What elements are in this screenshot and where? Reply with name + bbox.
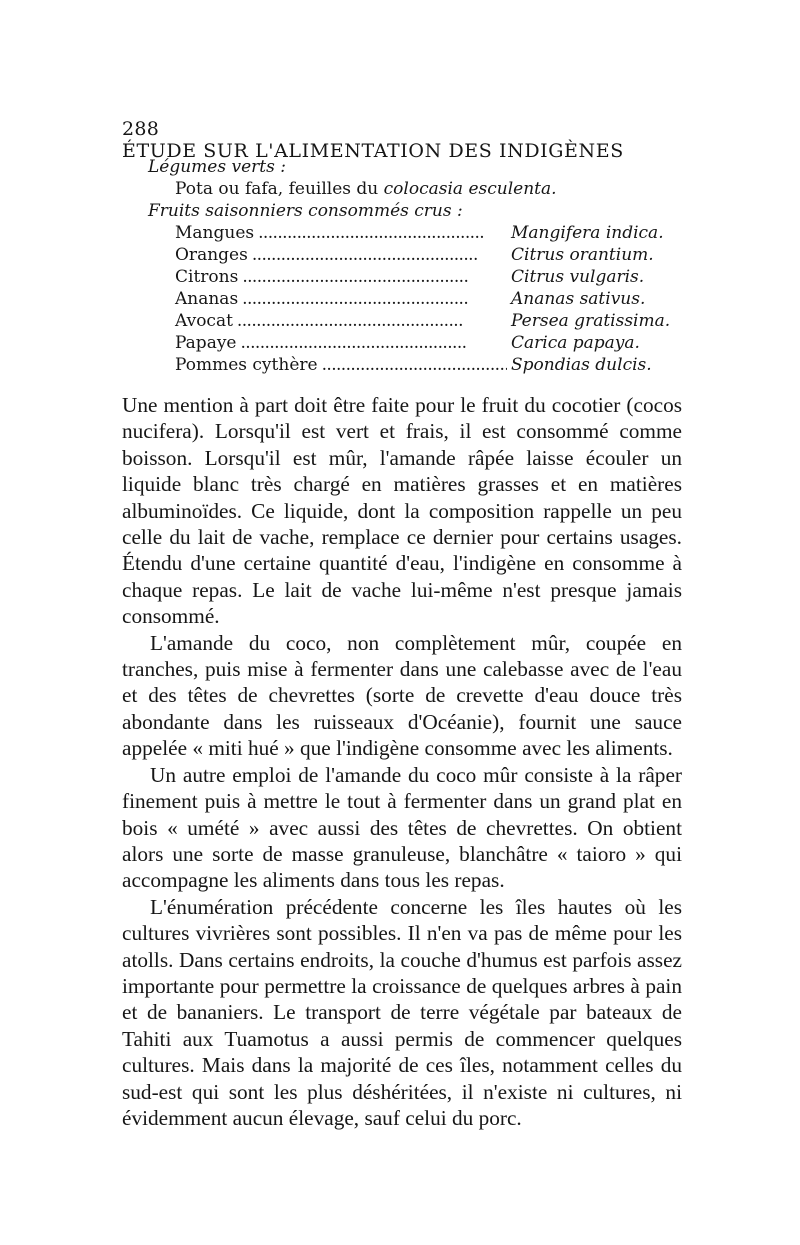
legumes-item-text: Pota ou fafa, feuilles du [175,179,379,199]
body-text [122,392,682,1131]
fruit-row [175,310,689,332]
fruit-row [175,222,689,244]
paragraph: Un autre emploi de l'amande du coco mûr consiste à la râper finement puis à mettre le tout à fermenter dans un grand plat en bois « umété » avec aussi des têtes de chevrettes. On obtient alors une sorte de masse granuleuse, blanchâtre « taioro » qui accompagne les aliments dans tous les repas. [122,762,682,893]
paragraph: L'amande du coco, non complètement mûr, coupée en tranches, puis mise à fermenter dans une calebasse avec de l'eau et des têtes de chevrettes (sorte de crevette d'eau douce très abondante dans les ruisseaux d'Océanie), fournit une sauce appelée « miti hué » que l'indigène consomme avec les aliments. [122,630,682,761]
fruit-name: Avocat [175,311,233,331]
fruit-name: Citrons [175,267,239,287]
food-lists [122,156,682,376]
fruit-name: Papaye [175,333,237,353]
leader-dots [242,266,507,288]
fruit-name: Ananas [175,289,239,309]
fruit-row [175,266,689,288]
fruit-latin-name: Persea gratissima. [511,311,671,331]
leader-dots [258,222,507,244]
fruit-latin-name: Citrus orantium. [511,245,654,265]
legumes-item [175,178,682,200]
leader-dots [241,332,508,354]
fruit-latin-name: Carica papaya. [511,333,640,353]
fruit-latin-name: Citrus vulgaris. [511,267,645,287]
leader-dots [237,310,507,332]
fruit-name: Mangues [175,223,255,243]
fruit-latin-name: Ananas sativus. [511,289,646,309]
legumes-heading: Légumes verts : [148,157,286,177]
fruit-row [175,354,689,376]
leader-dots [322,354,507,376]
paragraph: L'énumération précédente concerne les îles hautes où les cultures vivrières sont possibles. Il n'en va pas de même pour les atolls. Dans certains endroits, la couche d'humus est parfois assez importante pour permettre la croissance de quelques arbres à pain et de bananiers. Le transport de terre végétale par bateaux de Tahiti aux Tuamotus a aussi permis de commencer quelques cultures. Mais dans la majorité de ces îles, notamment celles du sud-est qui sont les plus déshéritées, il n'existe ni cultures, ni évidemment aucun élevage, sauf celui du porc. [122,894,682,1130]
fruit-name: Oranges [175,245,248,265]
fruit-row [175,288,689,310]
fruit-latin-name: Spondias dulcis. [511,355,652,375]
fruit-name: Pommes cythère [175,355,318,375]
fruit-row [175,332,689,354]
fruit-row [175,244,689,266]
paragraph: Une mention à part doit être faite pour le fruit du cocotier (cocos nucifera). Lorsqu'il est vert et frais, il est consommé comme boisson. Lorsqu'il est mûr, l'amande râpée laisse écouler un liquide blanc très chargé en matières grasses et en matières albuminoïdes. Ce liquide, dont la composition rappelle un peu celle du lait de vache, remplace ce dernier pour certains usages. Étendu d'une certaine quantité d'eau, l'indigène en consomme à chaque repas. Le lait de vache lui-même n'est presque jamais consommé. [122,393,682,629]
leader-dots [242,288,507,310]
fruit-latin-name: Mangifera indica. [511,223,664,243]
page-number: 288 [122,118,160,140]
fruits-heading: Fruits saisonniers consommés crus : [148,201,463,221]
leader-dots [252,244,507,266]
legumes-item-scientific: colocasia esculenta. [383,179,557,199]
running-title: ÉTUDE SUR L'ALIMENTATION DES INDIGÈNES [122,140,624,162]
